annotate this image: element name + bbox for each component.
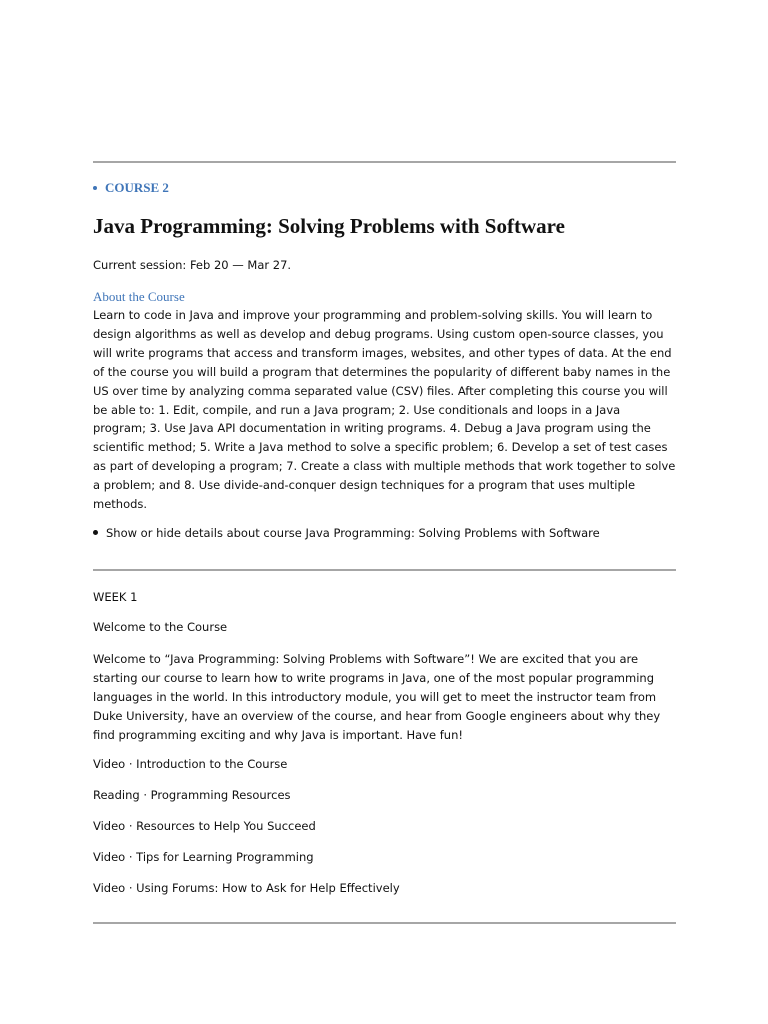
module-item-list	[93, 757, 400, 912]
session-dates: Current session: Feb 20 — Mar 27.	[93, 258, 292, 272]
module-title: Welcome to the Course	[93, 620, 228, 634]
module-item[interactable]: Video · Resources to Help You Succeed	[93, 819, 316, 833]
course-title: Java Programming: Solving Problems with Software	[93, 214, 565, 238]
week-label: WEEK 1	[93, 590, 138, 604]
module-item[interactable]: Video · Using Forums: How to Ask for Help Effectively	[93, 881, 400, 895]
details-toggle[interactable]	[93, 526, 600, 540]
module-item[interactable]: Video · Tips for Learning Programming	[93, 850, 314, 864]
module-item[interactable]: Reading · Programming Resources	[93, 788, 291, 802]
top-divider	[93, 161, 676, 163]
module-intro: Welcome to “Java Programming: Solving Problems with Software”! We are excited that you are starting our course to learn how to write programs in Java, one of the most popular programming languages in the world. In this introductory module, you will get to meet the instructor team from Duke University, have an overview of the course, and hear from Google engineers about why they find programming exciting and why Java is important. Have fun!	[93, 652, 661, 742]
section-divider	[93, 569, 676, 571]
details-toggle-label[interactable]: Show or hide details about course Java Programming: Solving Problems with Software	[106, 526, 600, 540]
bottom-divider	[93, 922, 676, 924]
about-heading: About the Course	[93, 289, 185, 304]
course-number-text: COURSE 2	[105, 180, 169, 195]
bullet-icon	[93, 186, 97, 190]
module-item[interactable]: Video · Introduction to the Course	[93, 757, 288, 771]
about-description: Learn to code in Java and improve your programming and problem-solving skills. You will learn to design algorithms as well as develop and debug programs. Using custom open-source classes, you will write programs that access and transform images, websites, and other types of data. At the end of the course you will build a program that determines the popularity of different baby names in the US over time by analyzing comma separated value (CSV) files. After completing this course you will be able to: 1. Edit, compile, and run a Java program; 2. Use conditionals and loops in a Java program; 3. Use Java API documentation in writing programs. 4. Debug a Java program using the scientific method; 5. Write a Java method to solve a specific problem; 6. Develop a set of test cases as part of developing a program; 7. Create a class with multiple methods that work together to solve a problem; and 8. Use divide-and-conquer design techniques for a program that uses multiple methods.	[93, 308, 676, 512]
course-number-label	[93, 180, 169, 196]
bullet-icon	[93, 530, 98, 535]
